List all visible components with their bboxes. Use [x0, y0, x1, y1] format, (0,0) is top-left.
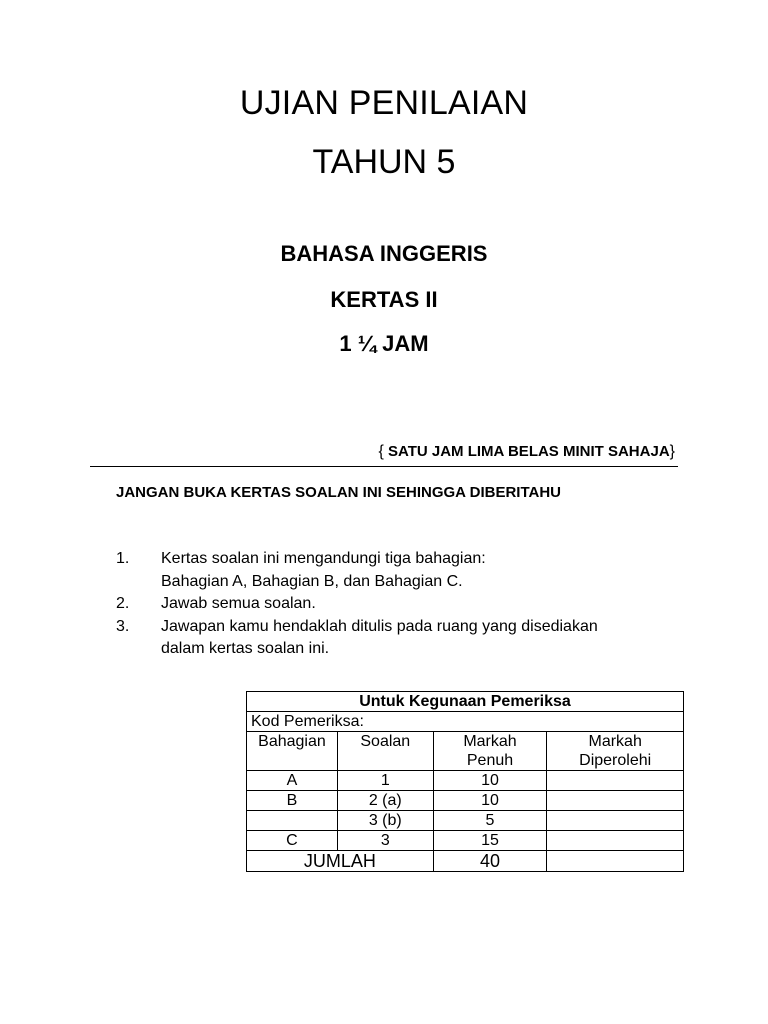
instruction-item — [116, 616, 681, 661]
instruction-line: Jawab semua soalan. — [161, 595, 316, 612]
table-row — [247, 831, 684, 851]
header-full-marks: Markah Penuh — [433, 732, 547, 771]
exam-duration: 1 ¼ JAM — [339, 331, 429, 356]
divider-line — [90, 466, 678, 467]
cell-question: 2 (a) — [337, 791, 433, 811]
cell-full-marks: 15 — [433, 831, 547, 851]
instruction-text — [161, 593, 681, 616]
duration-words-text: SATU JAM LIMA BELAS MINIT SAHAJA — [387, 443, 670, 460]
instruction-line: Kertas soalan ini mengandungi tiga bahagian: — [161, 550, 486, 567]
instruction-item — [116, 548, 681, 593]
total-row — [247, 851, 684, 872]
cell-marks-obtained[interactable] — [547, 811, 684, 831]
cell-full-marks: 10 — [433, 771, 547, 791]
header-question: Soalan — [337, 732, 433, 771]
subject-name: BAHASA INGGERIS — [280, 241, 488, 266]
table-title: Untuk Kegunaan Pemeriksa — [247, 692, 684, 712]
examiner-code-row — [247, 712, 684, 732]
cell-section — [247, 811, 338, 831]
table-title-row — [247, 692, 684, 712]
cell-marks-obtained[interactable] — [547, 771, 684, 791]
header-section: Bahagian — [247, 732, 338, 771]
table-header-row — [247, 732, 684, 771]
cell-section: A — [247, 771, 338, 791]
total-obtained[interactable] — [547, 851, 684, 872]
cell-marks-obtained[interactable] — [547, 831, 684, 851]
cell-full-marks: 5 — [433, 811, 547, 831]
close-brace: } — [669, 443, 675, 460]
open-brace: { — [378, 443, 384, 460]
instruction-text — [161, 616, 681, 661]
exam-year: TAHUN 5 — [312, 143, 456, 181]
instruction-line: Bahagian A, Bahagian B, dan Bahagian C. — [161, 572, 463, 590]
cell-question: 1 — [337, 771, 433, 791]
table-row — [247, 811, 684, 831]
cell-section: C — [247, 831, 338, 851]
total-label: JUMLAH — [247, 851, 434, 872]
header-marks-obtained: Markah Diperolehi — [547, 732, 684, 771]
instruction-text — [161, 548, 681, 593]
cell-full-marks: 10 — [433, 791, 547, 811]
duration-in-words — [378, 443, 675, 461]
instructions-list — [116, 548, 681, 661]
cell-marks-obtained[interactable] — [547, 791, 684, 811]
paper-number: KERTAS II — [330, 287, 438, 312]
table-row — [247, 771, 684, 791]
warning-notice: JANGAN BUKA KERTAS SOALAN INI SEHINGGA DIBERITAHU — [116, 484, 562, 501]
exam-title: UJIAN PENILAIAN — [239, 84, 529, 122]
instruction-number: 2. — [116, 595, 130, 612]
instruction-number: 3. — [116, 617, 130, 635]
total-value: 40 — [433, 851, 547, 872]
examiner-marks-table — [246, 691, 684, 872]
cell-question: 3 (b) — [337, 811, 433, 831]
instruction-number: 1. — [116, 550, 130, 567]
instruction-line: Jawapan kamu hendaklah ditulis pada ruang yang disediakan — [161, 617, 598, 635]
cell-question: 3 — [337, 831, 433, 851]
cell-section: B — [247, 791, 338, 811]
table-row — [247, 791, 684, 811]
instruction-line: dalam kertas soalan ini. — [161, 640, 330, 657]
instruction-item — [116, 593, 681, 616]
examiner-code-label: Kod Pemeriksa: — [247, 712, 684, 732]
